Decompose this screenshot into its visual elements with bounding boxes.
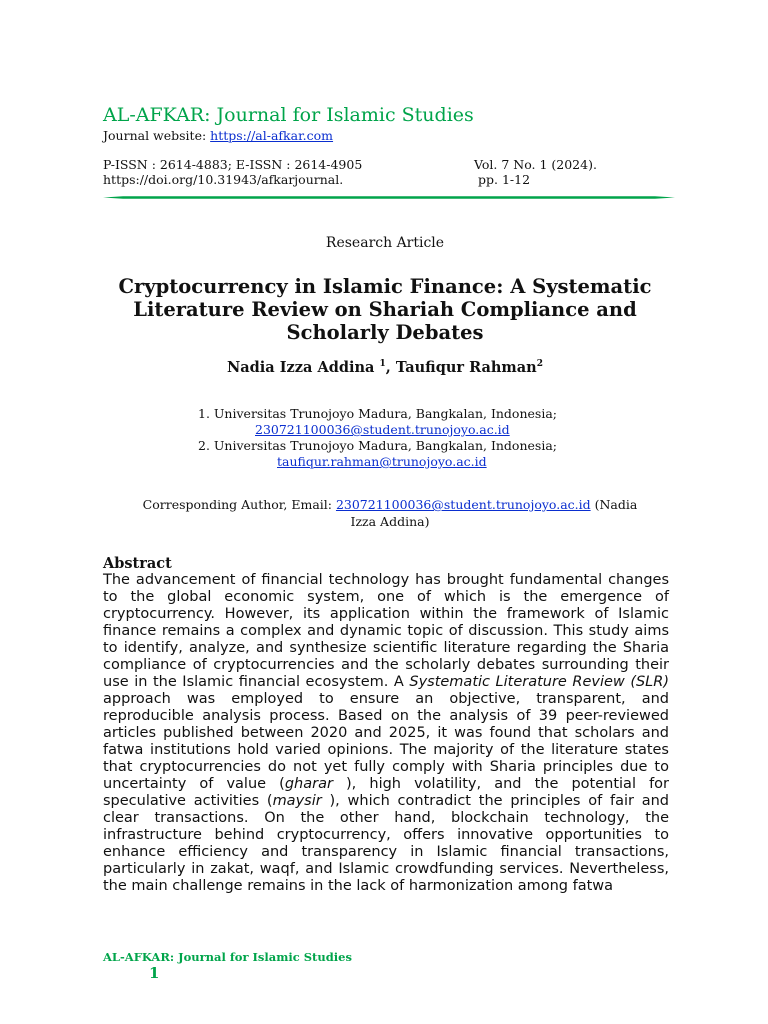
abstract-part-4: ), which contradict the principles of fair and clear transactions. On the other hand, blockchain technology, the infrastructure behind cryptocurrency, offers innovative opportunities to enhance efficiency and transparency in Islamic financial transactions, particularly in zakat, waqf, and Islamic crowdfunding services. Nevertheless, the main challenge remains in the lack of harmonization among fatwa	[103, 793, 670, 894]
page-range: pp. 1-12	[478, 172, 531, 187]
volume-info: Vol. 7 No. 1 (2024).	[474, 157, 597, 172]
doi-line: https://doi.org/10.31943/afkarjournal.	[103, 172, 344, 187]
corresponding-name: (Nadia Izza Addina)	[350, 497, 638, 529]
abstract-gharar-term: gharar	[284, 776, 333, 792]
website-label: Journal website:	[103, 128, 211, 143]
journal-website	[103, 128, 333, 143]
author-1: Nadia Izza Addina	[227, 359, 380, 376]
corresponding-email-link[interactable]: 230721100036@student.trunojoyo.ac.id	[335, 497, 591, 512]
paper-title: Cryptocurrency in Islamic Finance: A Systematic Literature Review on Shariah Compliance and Scholarly Debates	[118, 275, 652, 344]
affiliation-1-email-link[interactable]: 230721100036@student.trunojoyo.ac.id	[255, 422, 510, 437]
abstract-text	[103, 572, 669, 895]
affiliation-2-email-link[interactable]: taufiqur.rahman@trunojoyo.ac.id	[277, 454, 487, 469]
abstract-part-3: ), high volatility, and the potential for speculative activities (	[103, 776, 670, 809]
corresponding-label: Corresponding Author, Email:	[142, 497, 336, 512]
affiliation-1: 1. Universitas Trunojoyo Madura, Bangkalan, Indonesia;	[198, 406, 557, 421]
header-rule	[103, 196, 675, 198]
affiliation-2: 2. Universitas Trunojoyo Madura, Bangkalan, Indonesia;	[198, 438, 557, 453]
abstract-part-1: The advancement of financial technology has brought fundamental changes to the global economic system, one of which is the emergence of cryptocurrency. However, its application within the framework of Islamic finance remains a complex and dynamic topic of discussion. This study aims to identify, analyze, and synthesize scientific literature regarding the Sharia compliance of cryptocurrencies and the scholarly debates surrounding their use in the Islamic financial ecosystem. A	[103, 572, 669, 690]
affiliation-1-email	[255, 421, 510, 438]
corresponding-author	[130, 496, 650, 530]
website-link[interactable]: https://al-afkar.com	[210, 128, 334, 143]
abstract-heading: Abstract	[103, 555, 172, 572]
abstract-part-2: approach was employed to ensure an objective, transparent, and reproducible analysis process. Based on the analysis of 39 peer-reviewed articles published between 2020 and 2025, it was found that scholars and fatwa institutions hold varied opinions. The majority of the literature states that cryptocurrencies do not yet fully comply with Sharia principles due to uncertainty of value (	[103, 691, 669, 792]
author-list	[0, 359, 768, 376]
author-1-affiliation-mark: 1	[379, 359, 386, 370]
author-2-affiliation-mark: 2	[536, 359, 543, 370]
footer-journal-name: AL-AFKAR: Journal for Islamic Studies	[103, 950, 352, 964]
abstract-slr-term: Systematic Literature Review (SLR)	[409, 674, 669, 690]
page-number: 1	[149, 964, 160, 982]
affiliation-2-email	[277, 453, 487, 470]
journal-title: AL-AFKAR: Journal for Islamic Studies	[103, 104, 474, 126]
article-type: Research Article	[325, 235, 445, 251]
abstract-paragraph	[103, 572, 669, 895]
author-2: , Taufiqur Rahman	[385, 359, 537, 376]
issn-line: P-ISSN : 2614-4883; E-ISSN : 2614-4905	[103, 157, 363, 172]
abstract-maysir-term: maysir	[272, 793, 322, 809]
